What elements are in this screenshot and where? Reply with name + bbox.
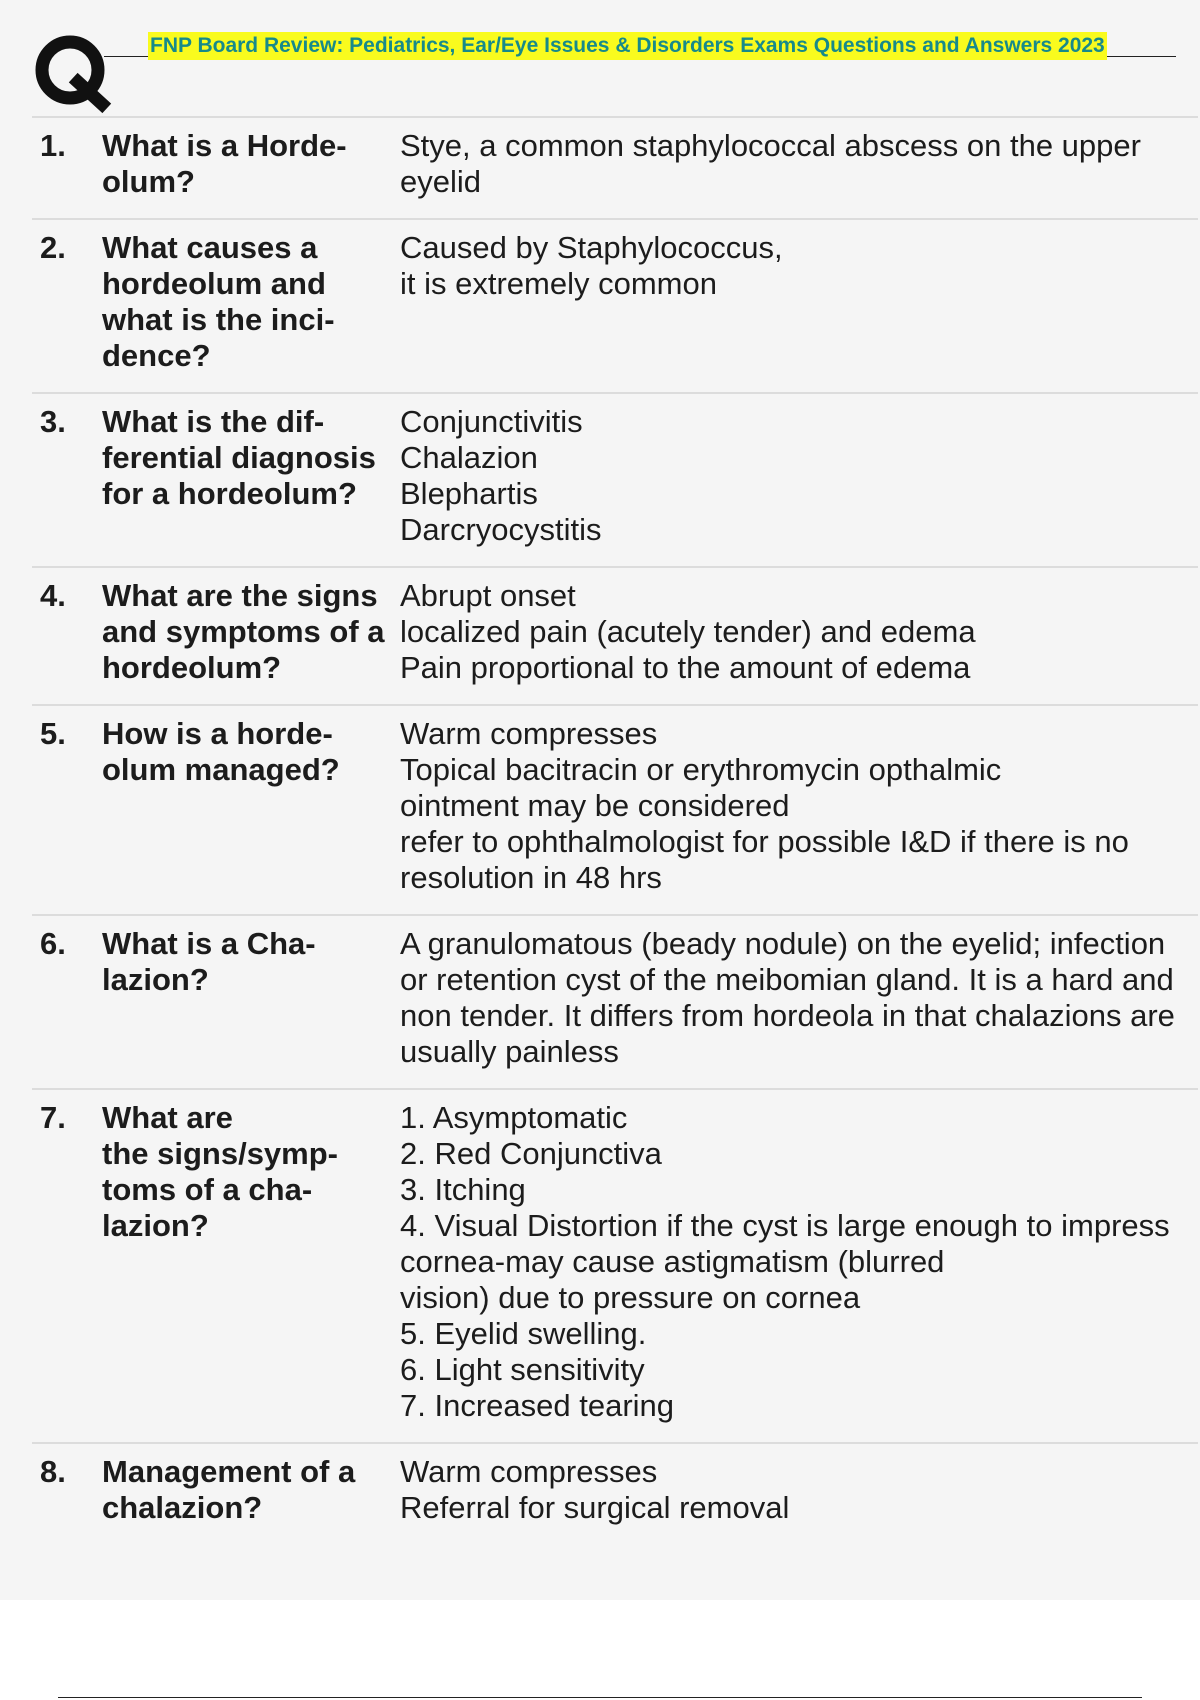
question-text: Management of a chalazion? xyxy=(102,1454,356,1525)
answer-line: Referral for surgical removal xyxy=(400,1490,790,1525)
answer-line: Abrupt onset xyxy=(400,578,576,613)
answer-text xyxy=(400,128,1198,200)
answer-line: 3. Itching xyxy=(400,1172,526,1207)
qa-row xyxy=(32,704,1198,914)
answer-text xyxy=(400,578,1198,686)
answer-line: Warm compresses xyxy=(400,716,658,751)
qa-row xyxy=(32,116,1198,218)
answer-line: localized pain (acutely tender) and edema xyxy=(400,614,976,649)
question-number: 4. xyxy=(40,578,66,613)
answer-line: 4. Visual Distortion if the cyst is large enough to impress xyxy=(400,1208,1170,1243)
answer-line: 6. Light sensitivity xyxy=(400,1352,645,1387)
qa-row xyxy=(32,1088,1198,1442)
qa-row xyxy=(32,218,1198,392)
question-number: 5. xyxy=(40,716,66,751)
answer-line: ointment may be considered xyxy=(400,788,790,823)
answer-line: it is extremely common xyxy=(400,266,717,301)
qa-row xyxy=(32,392,1198,566)
answer-text xyxy=(400,1454,1198,1526)
answer-line: non tender. It differs from hordeola in that chalazions are xyxy=(400,998,1175,1033)
answer-line: Darcryocystitis xyxy=(400,512,602,547)
qa-row xyxy=(32,1442,1198,1544)
question-text: What is a Horde- olum? xyxy=(102,128,347,199)
answer-line: 7. Increased tearing xyxy=(400,1388,675,1423)
answer-line: resolution in 48 hrs xyxy=(400,860,662,895)
question-text: What causes a hordeolum and what is the inci- dence? xyxy=(102,230,335,373)
answer-text xyxy=(400,1100,1198,1424)
question-text: What are the signs and symptoms of a hordeolum? xyxy=(102,578,385,685)
question-number: 6. xyxy=(40,926,66,961)
answer-line: or retention cyst of the meibomian gland. It is a hard and xyxy=(400,962,1174,997)
answer-line: 1. Asymptomatic xyxy=(400,1100,628,1135)
question-text: How is a horde- olum managed? xyxy=(102,716,340,787)
qa-list xyxy=(32,116,1198,1544)
answer-line: A granulomatous (beady nodule) on the eyelid; infection xyxy=(400,926,1166,961)
answer-line: refer to ophthalmologist for possible I&D if there is no xyxy=(400,824,1129,859)
footer-rule xyxy=(58,1697,1142,1698)
answer-line: Pain proportional to the amount of edema xyxy=(400,650,971,685)
question-number: 7. xyxy=(40,1100,66,1135)
question-text: What are the signs/symp- toms of a cha- lazion? xyxy=(102,1100,338,1243)
qa-row xyxy=(32,566,1198,704)
answer-line: Blephartis xyxy=(400,476,538,511)
answer-text xyxy=(400,926,1198,1070)
answer-line: usually painless xyxy=(400,1034,619,1069)
answer-line: Topical bacitracin or erythromycin opthalmic xyxy=(400,752,1002,787)
answer-line: 2. Red Conjunctiva xyxy=(400,1136,662,1171)
question-text: What is the dif- ferential diagnosis for a hordeolum? xyxy=(102,404,376,511)
answer-line: cornea-may cause astigmatism (blurred xyxy=(400,1244,945,1279)
question-number: 3. xyxy=(40,404,66,439)
qa-row xyxy=(32,914,1198,1088)
question-text: What is a Cha- lazion? xyxy=(102,926,316,997)
answer-line: Chalazion xyxy=(400,440,538,475)
answer-line: Conjunctivitis xyxy=(400,404,583,439)
answer-line: Caused by Staphylococcus, xyxy=(400,230,783,265)
answer-line: eyelid xyxy=(400,164,481,199)
answer-line: Stye, a common staphylococcal abscess on the upper xyxy=(400,128,1141,163)
question-number: 1. xyxy=(40,128,66,163)
answer-text xyxy=(400,230,1198,374)
document-title: FNP Board Review: Pediatrics, Ear/Eye Issues & Disorders Exams Questions and Answers 2023 xyxy=(148,32,1107,60)
answer-text xyxy=(400,716,1198,896)
question-number: 8. xyxy=(40,1454,66,1489)
answer-text xyxy=(400,404,1198,548)
answer-line: 5. Eyelid swelling. xyxy=(400,1316,647,1351)
answer-line: vision) due to pressure on cornea xyxy=(400,1280,861,1315)
question-number: 2. xyxy=(40,230,66,265)
answer-line: Warm compresses xyxy=(400,1454,658,1489)
q-logo-icon xyxy=(30,32,114,116)
